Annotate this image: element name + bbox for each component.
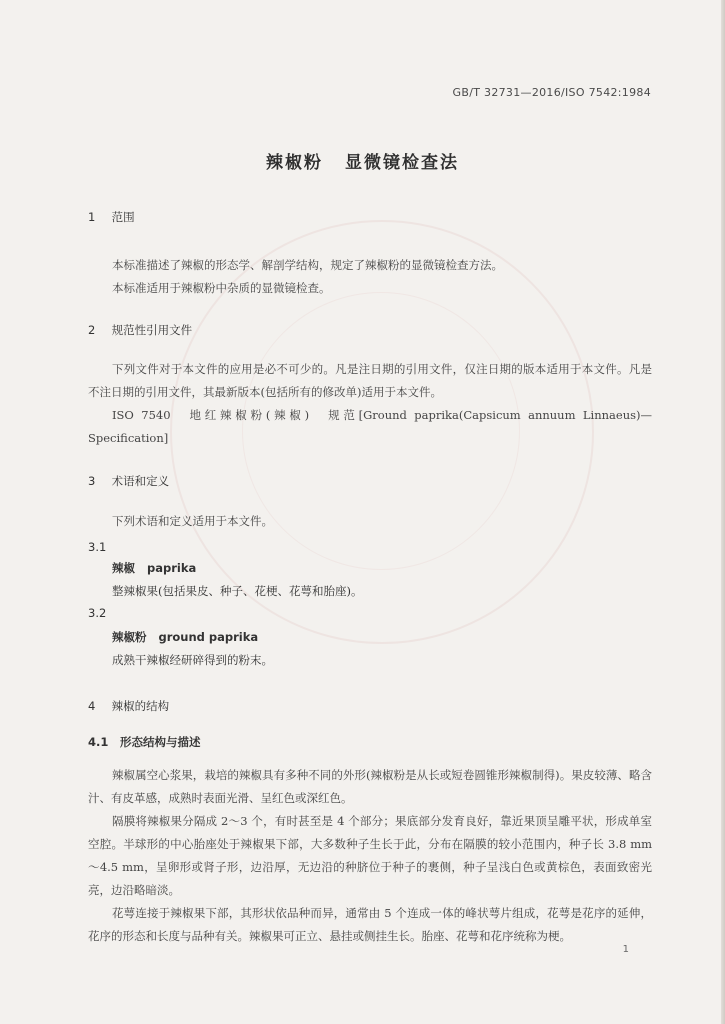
section-1-heading: 1 范围 bbox=[88, 210, 135, 224]
section-2-reference: ISO 7540 地红辣椒粉(辣椒) 规范[Ground paprika(Capsicum annuum Linnaeus)—Specification] bbox=[88, 408, 652, 445]
term-1-id: 3.1 bbox=[88, 540, 107, 554]
title-part-1: 辣椒粉 bbox=[266, 153, 323, 173]
document-title bbox=[0, 148, 725, 173]
term-2 bbox=[112, 629, 258, 645]
term-2-english: ground paprika bbox=[158, 630, 259, 644]
term-1-chinese: 辣椒 bbox=[112, 561, 135, 575]
section-1-paragraph-1: 本标准描述了辣椒的形态学、解剖学结构，规定了辣椒粉的显微镜检查方法。 bbox=[112, 258, 503, 272]
section-2-heading: 2 规范性引用文件 bbox=[88, 323, 193, 337]
page-number: 1 bbox=[622, 944, 629, 955]
term-2-id: 3.2 bbox=[88, 606, 107, 620]
section-2-paragraph-1: 下列文件对于本文件的应用是必不可少的。凡是注日期的引用文件，仅注日期的版本适用于本文件。凡是不注日期的引用文件，其最新版本(包括所有的修改单)适用于本文件。 bbox=[88, 362, 652, 399]
term-2-definition: 成熟干辣椒经研碎得到的粉末。 bbox=[112, 653, 273, 667]
term-1-definition: 整辣椒果(包括果皮、种子、花梗、花萼和胎座)。 bbox=[112, 584, 363, 598]
title-part-2: 显微镜检查法 bbox=[345, 153, 459, 173]
section-3-heading: 3 术语和定义 bbox=[88, 474, 170, 488]
section-4-heading: 4 辣椒的结构 bbox=[88, 699, 170, 713]
term-1-english: paprika bbox=[147, 561, 197, 575]
term-1 bbox=[112, 560, 196, 576]
section-1-paragraph-2: 本标准适用于辣椒粉中杂质的显微镜检查。 bbox=[112, 281, 331, 295]
standard-number: GB/T 32731—2016/ISO 7542:1984 bbox=[452, 86, 651, 99]
section-4-1-paragraph-2: 隔膜将辣椒果分隔成 2～3 个，有时甚至是 4 个部分；果底部分发育良好，靠近果顶呈雕平状，形成单室空腔。半球形的中心胎座处于辣椒果下部，大多数种子生长于此，分布在隔膜的较小范围内，种子长 3.8 mm～4.5 mm，呈卵形或肾子形，边沿厚，无边沿的种脐位于种子的裹侧，种子呈浅白色或黄棕色，表面致密光亮，边沿略暗淡。 bbox=[88, 814, 652, 897]
section-4-1-heading: 4.1 形态结构与描述 bbox=[88, 735, 201, 749]
term-2-chinese: 辣椒粉 bbox=[112, 630, 147, 644]
section-3-intro: 下列术语和定义适用于本文件。 bbox=[112, 514, 273, 528]
section-4-1-paragraph-1: 辣椒属空心浆果，栽培的辣椒具有多种不同的外形(辣椒粉是从长或短卷圆锥形辣椒制得)。果皮较薄、略含汁、有皮革感，成熟时表面光滑、呈红色或深红色。 bbox=[88, 768, 652, 805]
section-4-1-paragraph-3: 花萼连接于辣椒果下部，其形状依品种而异，通常由 5 个连成一体的峰状萼片组成，花萼是花序的延伸，花序的形态和长度与品种有关。辣椒果可正立、悬挂或侧挂生长。胎座、花萼和花序统称为梗。 bbox=[88, 906, 652, 943]
